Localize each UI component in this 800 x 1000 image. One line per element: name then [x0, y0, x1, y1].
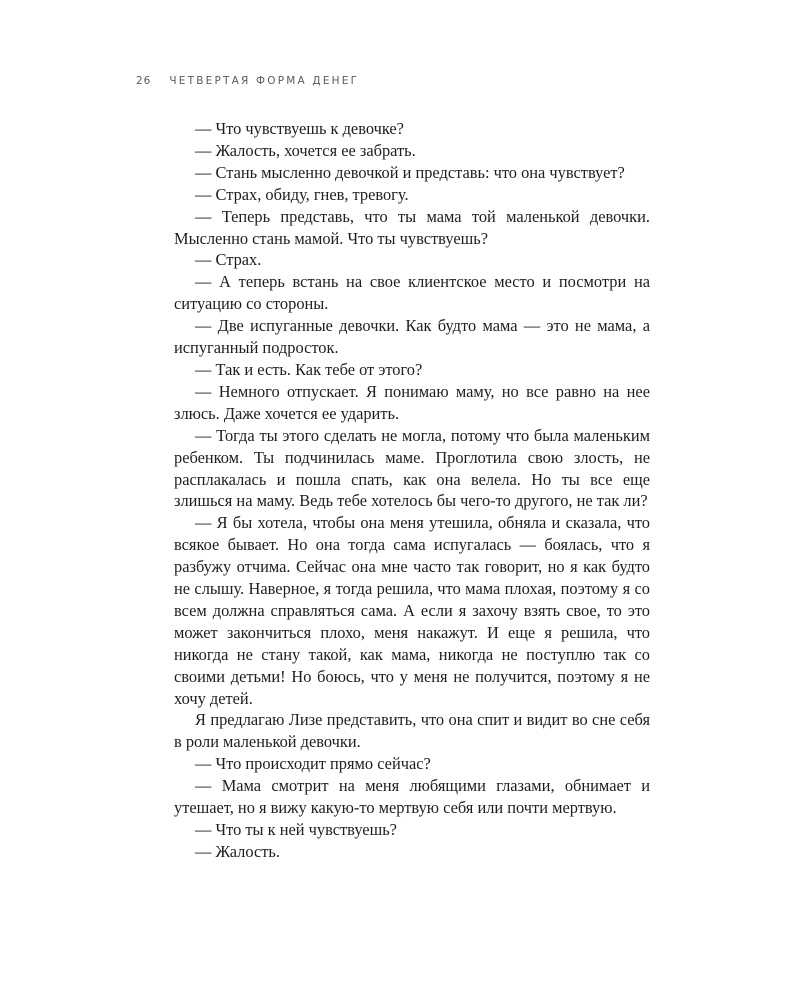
running-title: ЧЕТВЕРТАЯ ФОРМА ДЕНЕГ: [169, 75, 360, 87]
paragraph: — Мама смотрит на меня любящими глазами, обнимает и утешает, но я вижу какую-то мертвую себя или почти мертвую.: [174, 776, 650, 818]
paragraph: Я предлагаю Лизе представить, что она спит и видит во сне себя в роли маленькой девочки.: [174, 710, 650, 752]
paragraph: — Что чувствуешь к девочке?: [195, 119, 404, 138]
page-number: 26: [136, 75, 152, 87]
paragraph: — Страх.: [195, 250, 262, 270]
running-header: [136, 75, 359, 87]
paragraph: — Страх, обиду, гнев, тревогу.: [195, 184, 409, 204]
paragraph: — Немного отпускает. Я понимаю маму, но все равно на нее злюсь. Даже хочется ее ударить.: [174, 381, 650, 423]
paragraph: — Жалость.: [195, 841, 280, 861]
paragraph: — Жалость, хочется ее забрать.: [195, 140, 416, 160]
paragraph: — А теперь встань на свое клиентское место и посмотри на ситуацию со стороны.: [174, 272, 650, 314]
paragraph: — Я бы хотела, чтобы она меня утешила, обняла и сказала, что всякое бывает. Но она тогда сама испугалась — боялась, что я разбужу отчима. Сейчас она мне часто так говорит, но я как будто не слышу. Наверное, я тогда решила, что мама плохая, поэтому я со всем должна справляться сама. А если я захочу взять свое, то это может закончиться плохо, меня накажут. И еще я решила, что никогда не стану такой, как мама, никогда не поступлю так со своими детьми! Но боюсь, что у меня не получится, поэтому я не хочу детей.: [174, 513, 650, 708]
paragraph: — Две испуганные девочки. Как будто мама — это не мама, а испуганный подросток.: [174, 316, 650, 358]
body-text: [174, 118, 650, 863]
paragraph: — Так и есть. Как тебе от этого?: [195, 359, 423, 379]
paragraph: — Стань мысленно девочкой и представь: что она чувствует?: [195, 162, 625, 182]
paragraph: — Тогда ты этого сделать не могла, потому что была маленьким ребенком. Ты подчинилась маме. Проглотила свою злость, не расплакалась и пошла спать, как она велела. Но ты все еще злишься на маму. Ведь тебе хотелось бы чего-то другого, не так ли?: [174, 425, 650, 511]
paragraph: — Что происходит прямо сейчас?: [195, 754, 431, 774]
paragraph: — Что ты к ней чувствуешь?: [195, 820, 397, 839]
paragraph: — Теперь представь, что ты мама той маленькой девочки. Мысленно стань мамой. Что ты чувствуешь?: [174, 206, 650, 248]
